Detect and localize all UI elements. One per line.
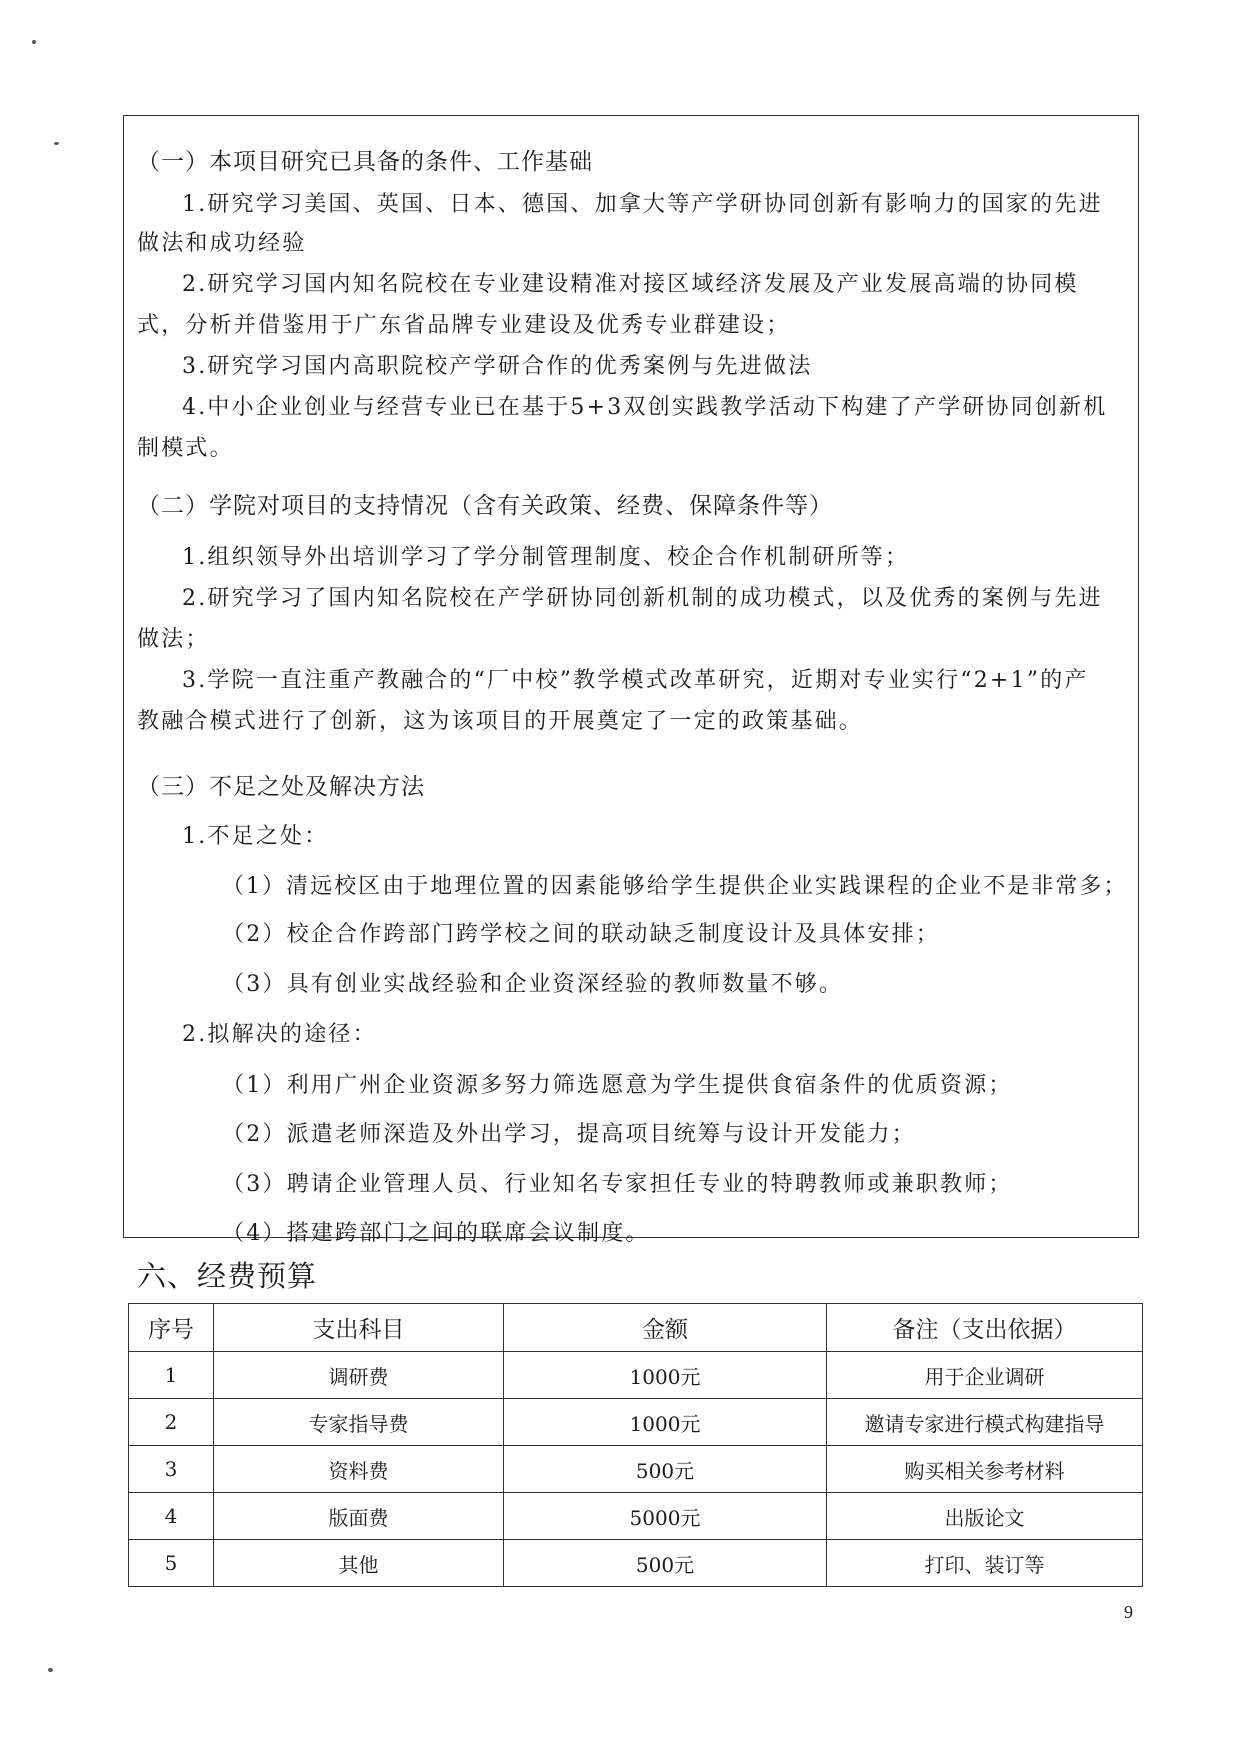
part3-line: （3）具有创业实战经验和企业资深经验的教师数量不够。	[222, 972, 844, 997]
cell-index: 1	[129, 1352, 214, 1399]
cell-index: 3	[129, 1446, 214, 1493]
cell-index: 5	[129, 1540, 214, 1587]
cell-index: 2	[129, 1399, 214, 1446]
part2-line: 做法；	[137, 627, 210, 652]
part1-line: 2.研究学习国内知名院校在专业建设精准对接区域经济发展及产业发展高端的协同模	[182, 272, 1079, 297]
header-remark: 备注（支出依据）	[827, 1304, 1143, 1352]
part3-heading: （三）不足之处及解决方法	[137, 774, 425, 800]
table-row	[129, 1540, 1143, 1587]
cell-remark: 用于企业调研	[827, 1352, 1143, 1399]
part1-line: 4.中小企业创业与经营专业已在基于5+3双创实践教学活动下构建了产学研协同创新机	[182, 395, 1108, 420]
part3-line: （4）搭建跨部门之间的联席会议制度。	[222, 1221, 650, 1246]
scan-mark	[32, 40, 36, 44]
part3-line: （2）校企合作跨部门跨学校之间的联动缺乏制度设计及具体安排；	[222, 922, 940, 947]
budget-table	[128, 1303, 1143, 1587]
part1-line: 式，分析并借鉴用于广东省品牌专业建设及优秀专业群建设；	[137, 313, 791, 338]
cell-remark: 打印、装订等	[827, 1540, 1143, 1587]
part1-line: 1.研究学习美国、英国、日本、德国、加拿大等产学研协同创新有影响力的国家的先进	[182, 192, 1103, 217]
part1-heading: （一）本项目研究已具备的条件、工作基础	[137, 149, 593, 175]
header-index: 序号	[129, 1304, 214, 1352]
cell-amount: 1000元	[504, 1352, 827, 1399]
cell-item: 调研费	[214, 1352, 504, 1399]
part1-line: 做法和成功经验	[137, 231, 307, 256]
part3-line: 1.不足之处：	[182, 824, 329, 849]
cell-item: 专家指导费	[214, 1399, 504, 1446]
scan-mark	[54, 142, 59, 145]
part2-line: 教融合模式进行了创新，这为该项目的开展奠定了一定的政策基础。	[137, 709, 864, 734]
part1-line: 制模式。	[137, 436, 234, 461]
cell-amount: 5000元	[504, 1493, 827, 1540]
budget-section-title: 六、经费预算	[137, 1259, 318, 1293]
header-amount: 金额	[504, 1304, 827, 1352]
cell-item: 其他	[214, 1540, 504, 1587]
part2-line: 1.组织领导外出培训学习了学分制管理制度、校企合作机制研所等；	[182, 545, 910, 570]
budget-header-row	[129, 1304, 1143, 1352]
part3-line: 2.拟解决的途径：	[182, 1022, 377, 1047]
cell-amount: 1000元	[504, 1399, 827, 1446]
cell-amount: 500元	[504, 1540, 827, 1587]
table-row	[129, 1493, 1143, 1540]
cell-remark: 邀请专家进行模式构建指导	[827, 1399, 1143, 1446]
part3-line: （1）清远校区由于地理位置的因素能够给学生提供企业实践课程的企业不是非常多；	[222, 874, 1128, 899]
page-number: 9	[1124, 1602, 1133, 1622]
table-row	[129, 1399, 1143, 1446]
table-row	[129, 1352, 1143, 1399]
part3-line: （2）派遣老师深造及外出学习，提高项目统筹与设计开发能力；	[222, 1122, 916, 1147]
part3-line: （3）聘请企业管理人员、行业知名专家担任专业的特聘教师或兼职教师；	[222, 1172, 1013, 1197]
cell-remark: 出版论文	[827, 1493, 1143, 1540]
cell-amount: 500元	[504, 1446, 827, 1493]
header-item: 支出科目	[214, 1304, 504, 1352]
part2-heading: （二）学院对项目的支持情况（含有关政策、经费、保障条件等）	[137, 493, 833, 519]
part3-line: （1）利用广州企业资源多努力筛选愿意为学生提供食宿条件的优质资源；	[222, 1073, 1013, 1098]
part2-line: 2.研究学习了国内知名院校在产学研协同创新机制的成功模式，以及优秀的案例与先进	[182, 586, 1103, 611]
scan-mark	[48, 1668, 53, 1672]
cell-remark: 购买相关参考材料	[827, 1446, 1143, 1493]
cell-index: 4	[129, 1493, 214, 1540]
cell-item: 资料费	[214, 1446, 504, 1493]
cell-item: 版面费	[214, 1493, 504, 1540]
part2-line: 3.学院一直注重产教融合的“厂中校”教学模式改革研究，近期对专业实行“2+1”的产	[182, 668, 1089, 693]
table-row	[129, 1446, 1143, 1493]
part1-line: 3.研究学习国内高职院校产学研合作的优秀案例与先进做法	[182, 354, 813, 379]
